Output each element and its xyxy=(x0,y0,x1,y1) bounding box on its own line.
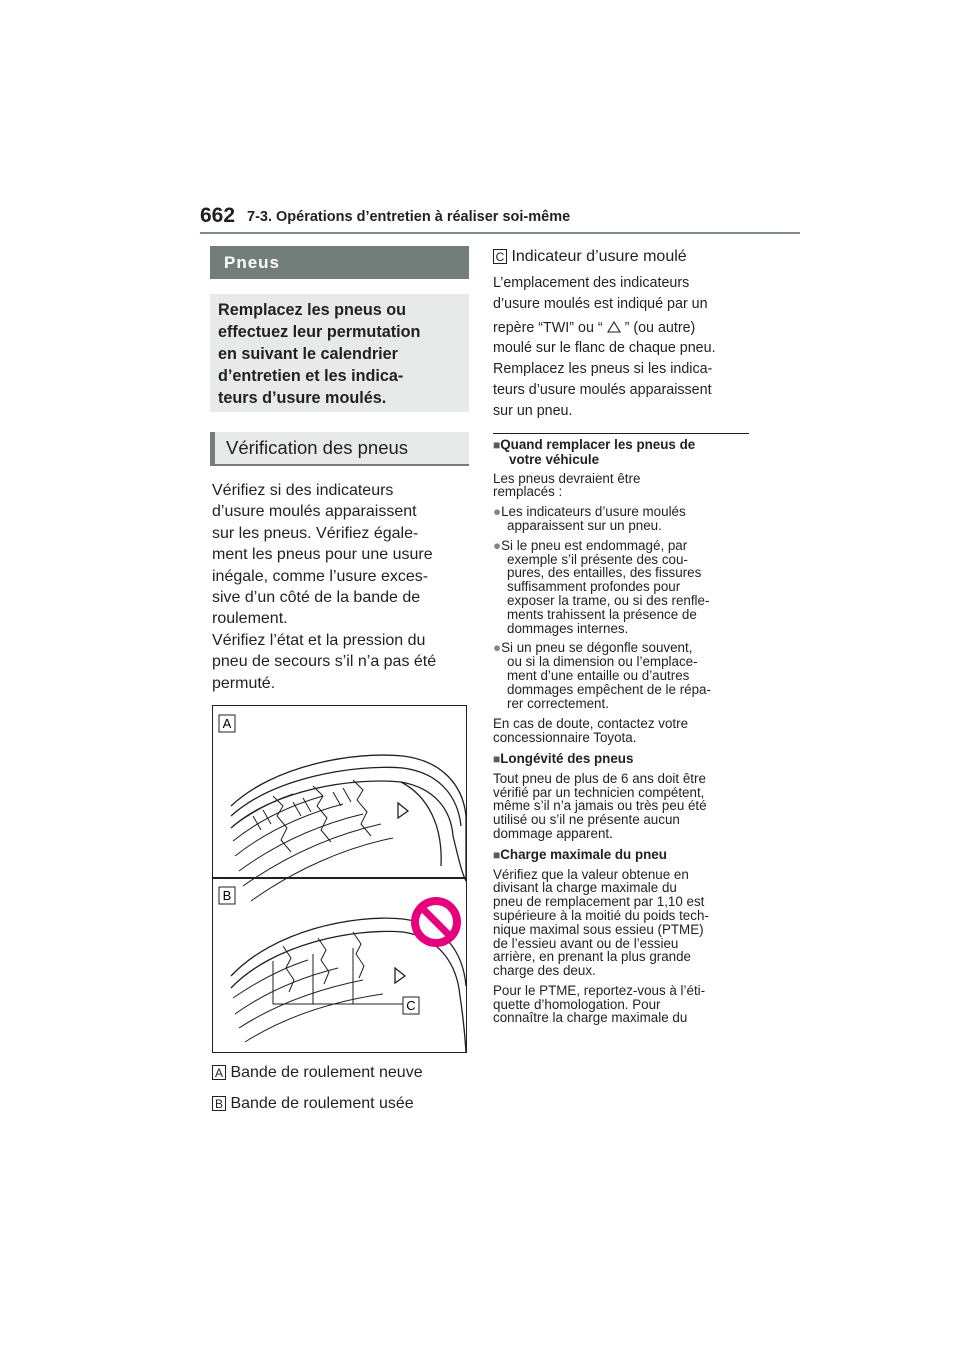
text-line: d’usure moulés apparaissent xyxy=(212,503,417,521)
verification-heading: Vérification des pneus xyxy=(210,432,469,466)
text-line: sive d’un côté de la bande de xyxy=(212,589,421,607)
note-heading-load: ■Charge maximale du pneu xyxy=(493,846,667,862)
text-line: L’emplacement des indicateurs xyxy=(493,275,690,291)
new-tire-drawing xyxy=(231,755,466,901)
tire-tread-illustration xyxy=(213,706,466,1052)
indicator-text xyxy=(493,273,748,422)
header-rule xyxy=(200,232,800,234)
label-b: B xyxy=(222,888,232,903)
note-paragraph: En cas de doute, contactez votre concessionnaire Toyota. xyxy=(493,716,689,746)
list-item: ●Les indicateurs d’usure moulés apparaissent sur un pneu. xyxy=(493,504,686,533)
list-item: ●Si un pneu se dégonfle souvent, ou si la dimension ou l’emplace- ment d’une entaille ou d’autres dommages empêchent de le répa- rer correctement. xyxy=(493,640,711,711)
caption-a xyxy=(212,1063,423,1083)
square-bullet-icon: ■ xyxy=(493,847,501,862)
pneus-heading: Pneus xyxy=(210,246,469,279)
triangle-icon xyxy=(607,321,621,333)
label-c: C xyxy=(406,998,416,1013)
summary-line: teurs d’usure moulés. xyxy=(218,389,387,407)
note-paragraph: Tout pneu de plus de 6 ans doit être vérifié par un technicien compétent, même s’il n’a jamais ou très peu été utilisé ou s’il ne présente aucun dommage apparent. xyxy=(493,770,707,841)
caption-c-label: C xyxy=(493,249,507,264)
indicator-heading xyxy=(493,248,687,266)
text-line: pneu de secours s’il n’a pas été xyxy=(212,653,437,671)
text-line: moulé sur le flanc de chaque pneu. xyxy=(493,340,716,357)
note-paragraph: Les pneus devraient être remplacés : xyxy=(493,470,641,500)
text-line: Vérifiez si des indicateurs xyxy=(212,482,394,499)
section-rule xyxy=(493,433,749,434)
note-heading-replace: ■Quand remplacer les pneus de votre véhicule xyxy=(493,437,696,467)
caption-b-text: Bande de roulement usée xyxy=(230,1095,414,1112)
repere-before: repère “TWI” ou “ xyxy=(493,319,607,336)
summary-line: effectuez leur permutation xyxy=(218,323,421,341)
text-line: sur un pneu. xyxy=(493,402,573,419)
summary-line: d’entretien et les indica- xyxy=(218,367,404,385)
text-line: d’usure moulés est indiqué par un xyxy=(493,295,708,312)
caption-b xyxy=(212,1094,414,1114)
caption-a-text: Bande de roulement neuve xyxy=(230,1064,423,1081)
summary-line: en suivant le calendrier xyxy=(218,345,398,363)
dot-bullet-icon: ● xyxy=(493,537,502,553)
section-title: 7-3. Opérations d’entretien à réaliser soi-même xyxy=(247,209,571,225)
square-bullet-icon: ■ xyxy=(493,438,501,452)
list-item: ●Si le pneu est endommagé, par exemple s’il présente des cou- pures, des entailles, des fissures suffisamment profondes pour exposer la trame, ou si des renfle- ments trahissent la présence de dommages internes. xyxy=(493,537,710,636)
summary-line: Remplacez les pneus ou xyxy=(218,301,407,319)
note-heading-longevity: ■Longévité des pneus xyxy=(493,750,634,766)
dot-bullet-icon: ● xyxy=(493,504,502,520)
verification-text xyxy=(212,480,472,694)
prohibited-icon xyxy=(411,897,461,947)
notes-column xyxy=(493,438,753,1025)
page-number: 662 xyxy=(200,204,236,227)
pneus-summary-box xyxy=(210,294,469,412)
repere-line xyxy=(493,318,748,339)
caption-b-label: B xyxy=(212,1096,226,1111)
text-line: ment les pneus pour une usure xyxy=(212,546,433,564)
caption-a-label: A xyxy=(212,1065,226,1080)
note-paragraph: Pour le PTME, reportez-vous à l’éti- quette d’homologation. Pour connaître la charge maximale du xyxy=(493,982,706,1026)
square-bullet-icon: ■ xyxy=(493,751,501,766)
repere-after: ” (ou autre) xyxy=(620,319,696,336)
note-paragraph: Vérifiez que la valeur obtenue en divisant la charge maximale du pneu de remplacement par 1,10 est supérieure à la moitié du poids tech- nique maximal sous essieu (PTME) de l’essieu avant ou de l’essieu arrière, en prenant la plus grande charge des deux. xyxy=(493,866,709,979)
dot-bullet-icon: ● xyxy=(493,640,502,656)
indicator-title: Indicateur d’usure moulé xyxy=(511,248,687,265)
text-line: inégale, comme l’usure exces- xyxy=(212,567,429,585)
text-line: Remplacez les pneus si les indica- xyxy=(493,361,713,378)
text-line: permuté. xyxy=(212,674,276,692)
text-line: Vérifiez l’état et la pression du xyxy=(212,631,426,649)
tire-tread-figure xyxy=(212,705,467,1053)
label-a: A xyxy=(222,716,232,731)
text-line: sur les pneus. Vérifiez égale- xyxy=(212,524,419,542)
text-line: teurs d’usure moulés apparaissent xyxy=(493,381,712,398)
text-line: roulement. xyxy=(212,610,288,628)
